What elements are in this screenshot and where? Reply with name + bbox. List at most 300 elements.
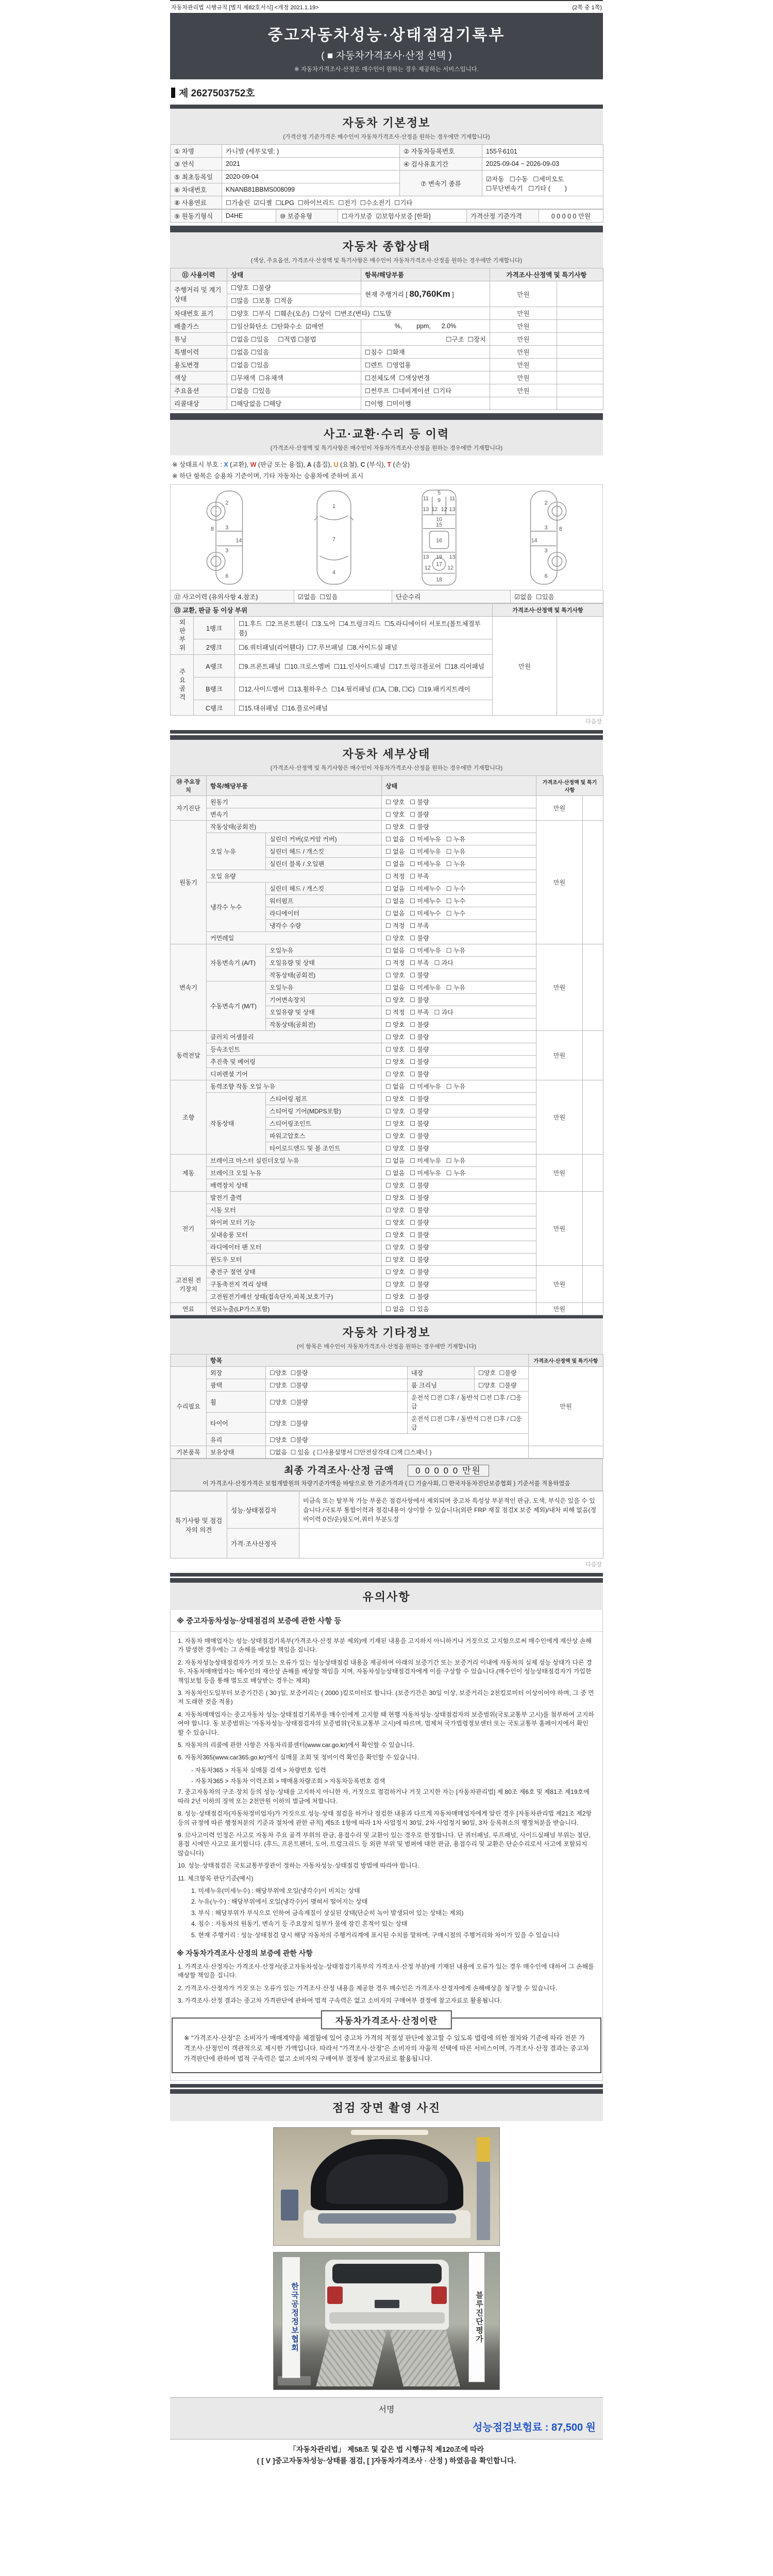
photos-area (170, 2127, 603, 2390)
section-detail-title: 자동차 세부상태 (342, 748, 431, 760)
row-item: 스티어링 기어(MDPS포함) (266, 1105, 382, 1117)
row-item: 배력장치 상태 (207, 1179, 382, 1192)
room-cleaning-checkbox-group[interactable]: ☐양호 ☐불량 (475, 1379, 529, 1392)
caution-subitem: 1. 미세누유(미세누수) : 해당부위에 오일(냉각수)이 비치는 상태 (191, 1887, 360, 1894)
row-item: 라디에이터 팬 모터 (207, 1241, 382, 1253)
next-page-marker: 다음장 (585, 1562, 602, 1568)
svg-text:1: 1 (332, 503, 335, 510)
simple-repair-checkbox-group[interactable]: ☑없음 ☐있음 (511, 590, 603, 603)
vin-label: ⑥ 차대번호 (171, 183, 222, 196)
caution-item: 7. 중고자동차의 구조·장치 등의 성능·상태를 고지하지 아니한 자, 거짓으로 점검하거나 거짓 고지한 자는 [자동차관리법] 제 80조 제6호 및 제81조 제19호에 따라 2년 이하의 징역 또는 2천만원 이하의 벌금에 처합니다. (178, 1788, 590, 1805)
price-caution-item: 1. 가격조사·산정자는 가격조사·산정서(중고자동차성능·상태점검기록부의 가격조사·산정 부분)에 기재된 내용에 오류가 있는 경우 매수인에 대하여 그 손해를 배상할 책임을 집니다. (178, 1962, 594, 1979)
rank1-checkbox-group[interactable]: ☐1.후드 ☐2.프론트휀더 ☐3.도어 ☐4.트렁크리드 ☐5.라디에이터 서포트(볼트체결부품) (235, 617, 493, 639)
row-status-checkbox-group[interactable]: ☐ 적정 ☐ 부족 (382, 870, 536, 883)
row-status-checkbox-group[interactable]: ☐ 없음 ☐ 미세누유 ☐ 누유 (382, 845, 536, 858)
row-status-checkbox-group[interactable]: ☐ 양호 ☐ 불량 (382, 1229, 536, 1241)
base-price-value: 0 0 0 0 0 만원 (539, 210, 603, 223)
ceiling-light (351, 2130, 428, 2135)
main-frame-group-label: 주요골격 (171, 655, 194, 716)
row-item: 작동상태(공회전) (266, 1019, 382, 1031)
rankC-checkbox-group[interactable]: ☐15.대쉬패널 ☐16.플로어패널 (235, 700, 493, 716)
row-status-checkbox-group[interactable]: ☐ 양호 ☐ 불량 (382, 1266, 536, 1278)
row-item: 브레이크 오일 누유 (207, 1167, 382, 1179)
svg-text:12: 12 (431, 506, 438, 513)
row-status-checkbox-group[interactable]: ☐ 양호 ☐ 불량 (382, 1192, 536, 1204)
caution-subitem: - 자동차365 > 자동차 이력조회 > 매매용차량조회 > 자동차등록번호 검색 (191, 1777, 385, 1785)
engine-type-label: ⑨ 원동기형식 (171, 210, 222, 223)
subgroup-at: 자동변속기 (A/T) (207, 944, 266, 981)
svg-text:2: 2 (225, 500, 229, 506)
row-item: 실린더 헤드 / 개스킷 (266, 883, 382, 895)
section-basic-title: 자동차 기본정보 (342, 116, 431, 129)
usage-change-kind-checkbox-group[interactable]: ☐렌트 ☐영업용 (361, 359, 490, 371)
row-status-checkbox-group[interactable]: ☐ 양호 ☐ 불량 (382, 1142, 536, 1155)
svg-text:6: 6 (544, 573, 548, 579)
vin-value: KNANB81BBMS008099 (222, 183, 400, 196)
odometer-cell: 현재 주행거리 [ 80,760Km ] (361, 281, 490, 307)
section-detail-state (170, 737, 603, 775)
row-status-checkbox-group[interactable]: ☐ 양호 ☐ 불량 (382, 1093, 536, 1105)
wheel-checkbox-group[interactable]: ☐양호 ☐불량 (266, 1392, 408, 1413)
row-item: 추진축 및 베어링 (207, 1056, 382, 1068)
svg-text:5: 5 (438, 489, 441, 496)
row-item: 스티어링조인트 (266, 1117, 382, 1130)
code-a: A (307, 461, 312, 468)
row-item: 윈도우 모터 (207, 1253, 382, 1266)
row-status-checkbox-group[interactable]: ☐ 없음 ☐ 있음 (382, 1303, 536, 1315)
windshield (318, 2213, 456, 2224)
first-reg-value: 2020-09-04 (222, 171, 400, 183)
accident-history-checkbox-group[interactable]: ☑없음 ☐있음 (294, 590, 392, 603)
section-etc-title: 자동차 기타정보 (342, 1326, 431, 1339)
row-status-checkbox-group[interactable]: ☐ 양호 ☐ 불량 (382, 1056, 536, 1068)
section-overall-note: (색상, 주요옵션, 가격조사·산정액 및 특기사항은 매수인이 자동차가격조사·산정을 원하는 경우에만 기재합니다) (250, 258, 523, 264)
warranty-type-label: ⑩ 보증유형 (276, 210, 338, 223)
overall-state-table: ⑪ 사용이력 상태 항목/해당부품 가격조사·산정액 및 특기사항 주행거리 및 계기상태 ☐양호 ☐불량 현재 주행거리 [ 80,760Km ] 만원 ☐많음 ☐보통 ☐적음 차대번호 표기 ☐양호 ☐부식 ☐훼손(오손) ☐상이 ☐변조(변타) ☐도말 만원 배출가스 ☐일산화탄소 ☐탄화수소 ☑매연 %, ppm, 2.0% 만원 튜닝 ☐없음 ☐있음 ☐적법 ☐불법 ☐구조 ☐장치 만원 특별이력 ☐없음 ☐있음 ☐침수 ☐화재 만원 용도변경 ☐없음 ☐있음 ☐렌트 ☐영업용 만원 색상 ☐무채색 ☐유채색 ☐전체도색 ☐색상변경 만원 주요옵션 ☐없음 ☐있음 ☐썬루프 ☐네비게이션 ☐기타 만원 리콜대상 ☐해당없음 ☐해당 ☐이행 ☐미이행 (170, 268, 603, 410)
row-status-checkbox-group[interactable]: ☐ 없음 ☐ 미세누유 ☐ 누유 (382, 944, 536, 957)
exchange-panel-table (170, 603, 603, 716)
row-item: 원동기 (207, 796, 382, 808)
rear-bumper (329, 2312, 445, 2324)
row-status-checkbox-group[interactable]: ☐ 적정 ☐ 부족 (382, 920, 536, 932)
svg-text:19: 19 (436, 553, 443, 560)
document-number: 제 2627503752호 (170, 79, 603, 106)
state-code-note: ※ 하단 항목은 승용차 기준이며, 기타 자동차는 승용차에 준하여 표시 (172, 472, 364, 480)
row-item: 오일 유량 (207, 870, 382, 883)
svg-text:9: 9 (438, 497, 441, 503)
confirmation-statement: 「자동차관리법」 제58조 및 같은 법 시행규칙 제120조에 따라 ( [ V ]중고자동차성능·상태를 점검, [ ]자동차가격조사 · 산정 ) 하였음을 확인합니다. (257, 2445, 516, 2465)
year-label: ③ 연식 (171, 158, 222, 171)
row-item: 워터펌프 (266, 895, 382, 907)
interior-label: 내장 (408, 1367, 475, 1379)
svg-text:14: 14 (236, 537, 242, 544)
row-status-checkbox-group[interactable]: ☐ 없음 ☐ 미세누유 ☐ 누유 (382, 1155, 536, 1167)
svg-text:12: 12 (441, 506, 447, 513)
col-etc-price: 가격조사·산정액 및 특기사항 (529, 1354, 603, 1367)
photo-timestamp (278, 2376, 311, 2385)
row-item: 구동축전지 격리 상태 (207, 1278, 382, 1291)
section-divider (170, 1573, 603, 1577)
caution-subtitle: ※ 중고자동차성능·상태점검의 보증에 관한 사항 등 (171, 1610, 602, 1632)
row-status-checkbox-group[interactable]: ☐ 양호 ☐ 불량 (382, 1068, 536, 1080)
caution-item: 2. 자동차성능상태점검자가 거짓 또는 오류가 있는 성능상태점검 내용을 제공하여 아래의 보증기간 또는 보증거리 이내에 자동차의 실제 성능 상태가 다른 경우, 자동차매매업자는 매수인의 재산상 손해를 배상할 책임을 지며, 자동차성능상태점검자에게 이를 구상할 수 있습니다.(매수인이 성능상태점검자가 가입한 책임보험 등을 통해 별도로 배상받는 경우는 제외) (178, 1658, 592, 1684)
color-label: 색상 (171, 371, 227, 384)
form-reference-line (170, 0, 603, 13)
car-diagram-top (300, 487, 367, 588)
year-value: 2021 (222, 158, 400, 171)
row-item: 등속조인트 (207, 1043, 382, 1056)
col-part: 항목/해당부품 (361, 268, 490, 281)
row-status-checkbox-group[interactable]: ☐ 양호 ☐ 불량 (382, 932, 536, 944)
final-price-band (170, 1459, 603, 1491)
inspection-valid-label: ④ 검사유효기간 (400, 158, 482, 171)
final-price-label: 최종 가격조사·산정 금액 (284, 1465, 394, 1476)
row-item: 스티어링 펌프 (266, 1093, 382, 1105)
tuning-checkbox-group[interactable]: ☐없음 ☐있음 ☐적법 ☐불법 (227, 333, 361, 346)
main-option-label: 주요옵션 (171, 384, 227, 397)
svg-text:15: 15 (436, 521, 443, 528)
row-item: 충전구 절연 상태 (207, 1266, 382, 1278)
row-item: 동력조향 작동 오일 누유 (207, 1080, 382, 1093)
caution-item: 8. 성능·상태점검자(자동차정비업자)가 거짓으로 성능·상태 점검을 하거나 점검한 내용과 다르게 자동차매매업자에게 알린 경우 [자동차관리법 제21조 제2항 등의 규정에 따른 행정처분의 기준과 절차에 관한 규칙] 제5조 1항에 따라 1차 사업정지 30일, 2차 사업정지 90일, 3차 등록취소의 행정처분을 받습니다. (178, 1810, 592, 1826)
section-detail-note: (가격조사·산정액 및 특기사항은 매수인이 자동차가격조사·산정을 원하는 경우에만 기재합니다) (270, 765, 503, 771)
price-survey-option: ( ■ 자동차가격조사·산정 선택 ) (321, 50, 452, 61)
group-high-voltage: 고전원 전기장치 (171, 1266, 207, 1303)
group-fuel: 연료 (171, 1303, 207, 1315)
row-status-checkbox-group[interactable]: ☐ 적정 ☐ 부족 ☐ 과다 (382, 1006, 536, 1019)
inspection-photo-hood-open (273, 2127, 500, 2246)
caution-item: 3. 자동차인도일부터 보증기간은 ( 30 )일, 보증거리는 ( 2000 )킬로미터로 합니다. (보증기간은 30일 이상, 보증거리는 2천킬로미터 이상이어야 하며, 그 중 먼저 도래한 것을 적용) (178, 1689, 594, 1706)
col-main-device: ⑭ 주요장치 (171, 776, 207, 796)
state-code-legend: ※ 상태표시 부호 : X (교환), W (판금 또는 용접), A (흠집), U (요철), C (부식), T (손상) (172, 461, 410, 468)
row-item: 클러치 어셈블리 (207, 1031, 382, 1043)
rank1-label: 1랭크 (194, 617, 235, 639)
exterior-checkbox-group[interactable]: ☐양호 ☐불량 (266, 1367, 408, 1379)
detail-state-table: ⑭ 주요장치 항목/해당부품 상태 가격조사·산정액 및 특기사항 자기진단 원동기 ☐ 양호 ☐ 불량 만원 변속기 ☐ 양호 ☐ 불량 원동기 작동상태(공회전) ☐ 양호 ☐ 불량 만원 오일 누유 실린더 커버(로커암 커버) ☐ 없음 ☐ 미세누유 ☐ 누유 실린더 헤드 / 개스킷 ☐ 없음 ☐ 미세누유 ☐ 누유 실린더 블록 / 오일팬 ☐ 없음 ☐ 미세누유 ☐ 누유 오일 유량 ☐ 적정 ☐ 부족 냉각수 누수 실린더 헤드 / 개스킷 ☐ 없음 ☐ 미세누수 ☐ 누수 워터펌프 ☐ 없음 ☐ 미세누수 ☐ 누수 라디에이터 ☐ 없음 ☐ 미세누수 ☐ 누수 냉각수 수량 ☐ 적정 ☐ 부족 커먼레일 ☐ 양호 ☐ 불량 변속기 자동변속기 (A/T) 오일누유 ☐ 없음 ☐ 미세누유 ☐ 누유 만원 오일유량 및 상태 ☐ 적정 ☐ 부족 ☐ 과다 작동상태(공회전) ☐ 양호 ☐ 불량 수동변속기 (M/T) 오일누유 ☐ 없음 ☐ 미세누유 ☐ 누유 기어변속장치 ☐ 양호 ☐ 불량 오일유량 및 상태 ☐ 적정 ☐ 부족 ☐ 과다 작동상태(공회전) ☐ 양호 ☐ 불량 동력전달 클러치 어셈블리 ☐ 양호 ☐ 불량 만원 등속조인트 ☐ 양호 ☐ 불량 추진축 및 베어링 ☐ 양호 ☐ 불량 디퍼렌셜 기어 ☐ 양호 ☐ 불량 조향 동력조향 작동 오일 누유 ☐ 없음 ☐ 미세누유 ☐ 누유 만원 작동상태 스티어링 펌프 ☐ 양호 ☐ 불량 스티어링 기어(MDPS포함) ☐ 양호 ☐ 불량 스티어링조인트 ☐ 양호 ☐ 불량 파워고압호스 ☐ 양호 ☐ 불량 타이로드엔드 및 볼 조인트 ☐ 양호 ☐ 불량 제동 브레이크 마스터 실린더오일 누유 ☐ 없음 ☐ 미세누유 ☐ 누유 만원 브레이크 오일 누유 ☐ 없음 ☐ 미세누유 ☐ 누유 배력장치 상태 ☐ 양호 ☐ 불량 전기 발전기 출력 ☐ 양호 ☐ 불량 만원 시동 모터 ☐ 양호 ☐ 불량 와이퍼 모터 기능 ☐ 양호 ☐ 불량 실내송풍 모터 ☐ 양호 ☐ 불량 라디에이터 팬 모터 ☐ 양호 ☐ 불량 윈도우 모터 ☐ 양호 ☐ 불량 고전원 전기장치 충전구 절연 상태 ☐ 양호 ☐ 불량 만원 구동축전지 격리 상태 ☐ 양호 ☐ 불량 고전원전기배선 상태(접속단자,피복,보호기구) ☐ 양호 ☐ 불량 연료 연료누출(LP가스포함) ☐ 없음 ☐ 있음 만원 (170, 775, 603, 1315)
price-caution-head: ※ 자동차가격조사·산정의 보증에 관한 사항 (177, 1948, 313, 1957)
row-item: 와이퍼 모터 기능 (207, 1216, 382, 1229)
row-status-checkbox-group[interactable]: ☐ 양호 ☐ 불량 (382, 1043, 536, 1056)
fuel-checkbox-group[interactable]: ☐가솔린 ☑디젤 ☐LPG ☐하이브리드 ☐전기 ☐수소전기 ☐기타 (222, 196, 603, 209)
row-item: 실린더 헤드 / 개스킷 (266, 845, 382, 858)
mileage-amount-checkbox-group[interactable]: ☐많음 ☐보통 ☐적음 (227, 294, 361, 307)
row-status-checkbox-group[interactable]: ☐ 없음 ☐ 미세누유 ☐ 누유 (382, 833, 536, 845)
price-survey-definition-title: 자동차가격조사·산정이란 (321, 2010, 452, 2029)
col-state: 상태 (227, 268, 361, 281)
caution-item: 1. 자동차 매매업자는 성능·상태점검기록부(가격조사·산정 부분 제외)에 기재된 내용을 고지하지 아니하거나 거짓으로 고지함으로써 매수인에게 재산상 손해가 발생한 경우에는 그 손해를 배상할 책임을 집니다. (178, 1637, 592, 1654)
caution-item: 9. ⑫사고이력 인정은 사고로 자동차 주요 골격 부위의 판금, 용접수리 및 교환이 있는 경우로 한정합니다. 단 쿼터패널, 루프패널, 사이드실패널 부위는 절단, 용접 시에만 사고로 표기합니다. (후드, 프론트펜더, 도어, 트렁크리드 등 외판 부위 및 범퍼에 대한 판금, 용접수리 및 교환은 단순수리로서 사고에 포함되지 않습니다) (178, 1832, 591, 1857)
wheel-label: 휠 (207, 1392, 266, 1413)
group-selfdiag: 자기진단 (171, 796, 207, 821)
svg-text:18: 18 (436, 577, 443, 583)
mileage-label: 주행거리 및 계기상태 (171, 281, 227, 307)
section-etc-info (170, 1315, 603, 1354)
color-kind-checkbox-group[interactable]: ☐전체도색 ☐색상변경 (361, 371, 490, 384)
row-status-checkbox-group[interactable]: ☐ 없음 ☐ 미세누유 ☐ 누유 (382, 858, 536, 870)
hood-insulation-pad (326, 2155, 448, 2204)
row-item: 커먼레일 (207, 932, 382, 944)
section-accident-note: (가격조사·산정액 및 특기사항은 매수인이 자동차가격조사·산정을 원하는 경우에만 기재합니다) (270, 445, 503, 451)
inspection-valid-value: 2025-09-04 ~ 2026-09-03 (482, 158, 603, 171)
row-status-checkbox-group[interactable]: ☐ 양호 ☐ 불량 (382, 1019, 536, 1031)
warranty-checkbox-group[interactable]: ☐자가보증 ☑보험사보증 [한화] (338, 210, 467, 223)
col-etc-item: 항목 (207, 1354, 529, 1367)
caution-body (170, 1610, 603, 2081)
car-diagram-left-side (195, 487, 262, 588)
row-item: 실린더 블록 / 오일팬 (266, 858, 382, 870)
section-divider (170, 730, 603, 734)
section-accident-history (170, 417, 603, 455)
row-status-checkbox-group[interactable]: ☐ 없음 ☐ 미세누수 ☐ 누수 (382, 883, 536, 895)
row-item: 연료누출(LP가스포함) (207, 1303, 382, 1315)
row-status-checkbox-group[interactable]: ☐ 양호 ☐ 불량 (382, 1291, 536, 1303)
row-status-checkbox-group[interactable]: ☐ 양호 ☐ 불량 (382, 796, 536, 808)
main-option-kind-checkbox-group[interactable]: ☐썬루프 ☐네비게이션 ☐기타 (361, 384, 490, 397)
recall-done-checkbox-group[interactable]: ☐이행 ☐미이행 (361, 397, 490, 410)
svg-text:13: 13 (449, 553, 456, 560)
caution-item: 10. 성능·상태점검은 국토교통부장관이 정하는 자동차성능·상태점검 방법에 따라야 합니다. (178, 1862, 419, 1870)
section-overall-state (170, 229, 603, 268)
recall-checkbox-group[interactable]: ☐해당없음 ☐해당 (227, 397, 361, 410)
svg-text:3: 3 (225, 547, 229, 554)
row-status-checkbox-group[interactable]: ☐ 양호 ☐ 불량 (382, 1179, 536, 1192)
etc-info-table: 항목 가격조사·산정액 및 특기사항 수리필요 외장 ☐양호 ☐불량 내장 ☐양호 ☐불량 만원 광택 ☐양호 ☐불량 룸 크리닝 ☐양호 ☐불량 휠 ☐양호 ☐불량 운전석 ☐전 ☐후 / 동반석 ☐전 ☐후 / ☐응급 타이어 ☐양호 ☐불량 운전석 ☐전 ☐후 / 동반석 ☐전 ☐후 / ☐응급 유리 ☐양호 ☐불량 기본품목 보유상태 ☐없음 ☐ 있음 ( ☐사용설명서 ☐안전삼각대 ☐잭 ☐스패너 ) (170, 1354, 603, 1459)
inspector-opinion-table (170, 1491, 603, 1558)
code-c: C (360, 461, 365, 468)
row-item: 발전기 출력 (207, 1192, 382, 1204)
kit-checkbox-group[interactable]: ☐없음 ☐ 있음 ( ☐사용설명서 ☐안전삼각대 ☐잭 ☐스패너 ) (266, 1446, 529, 1459)
row-item: 실내송풍 모터 (207, 1229, 382, 1241)
inspector-label: 성능·상태점검자 (227, 1492, 299, 1529)
col-item-part: 항목/해당부품 (207, 776, 382, 796)
row-status-checkbox-group[interactable]: ☐ 양호 ☐ 불량 (382, 969, 536, 981)
tire-checkbox-group[interactable]: ☐양호 ☐불량 (266, 1413, 408, 1434)
appraiser-opinion-text (299, 1529, 603, 1558)
row-item: 디퍼렌셜 기어 (207, 1068, 382, 1080)
caution-items (171, 1632, 602, 1946)
title-band (170, 13, 603, 79)
row-status-checkbox-group[interactable]: ☐ 없음 ☐ 미세누유 ☐ 누유 (382, 1080, 536, 1093)
polish-checkbox-group[interactable]: ☐양호 ☐불량 (266, 1379, 408, 1392)
row-item: 타이로드엔드 및 볼 조인트 (266, 1142, 382, 1155)
svg-text:11: 11 (423, 495, 429, 502)
mileage-gauge-checkbox-group[interactable]: ☐양호 ☐불량 (227, 281, 361, 294)
subgroup-mt: 수동변속기 (M/T) (207, 981, 266, 1031)
group-transmission: 변속기 (171, 944, 207, 1031)
license-plate (375, 2300, 399, 2308)
engine-type-value: D4HE (222, 210, 276, 223)
svg-text:13: 13 (423, 553, 429, 560)
col-price: 가격조사·산정액 및 특기사항 (490, 268, 603, 281)
row-status-checkbox-group[interactable]: ☐ 없음 ☐ 미세누유 ☐ 누유 (382, 1167, 536, 1179)
polish-label: 광택 (207, 1379, 266, 1392)
price-caution-items (171, 1962, 602, 2015)
car-damage-diagrams (170, 484, 603, 590)
row-status-checkbox-group[interactable]: ☐ 양호 ☐ 불량 (382, 1117, 536, 1130)
fuel-label: ⑧ 사용연료 (171, 196, 222, 209)
row-status-checkbox-group[interactable]: ☐ 없음 ☐ 미세누수 ☐ 누수 (382, 907, 536, 920)
inspection-photo-rear-lift (273, 2252, 500, 2390)
transmission-checkbox-group[interactable]: ☑자동 ☐수동 ☐세미오토 ☐무단변속기 ☐기타 ( ) (482, 171, 603, 196)
caution-item: 4. 자동차매매업자는 중고자동차 성능·상태점검기록부를 매수인에게 고지할 때 현행 자동차성능·상태점검자의 보증범위(국토교통부 고시)를 첨부하여 고지하여야 합니다. 동 보증범위는 '자동차성능·상태점검자의 보증범위'(국토교통부 고시)에 따르며, 법제처 국가법령정보센터 또는 국토교통부 홈페이지에서 확인할 수 있습니다. (178, 1710, 594, 1736)
wheel-position-checkbox-group[interactable]: 운전석 ☐전 ☐후 / 동반석 ☐전 ☐후 / ☐응급 (408, 1392, 529, 1413)
form-reference: 자동차관리법 시행규칙 [별지 제82호서식] <개정 2021.1.19> (171, 5, 319, 11)
row-status-checkbox-group[interactable]: ☐ 양호 ☐ 불량 (382, 994, 536, 1006)
svg-text:12: 12 (447, 565, 454, 571)
code-t: T (387, 461, 392, 468)
final-price-value: 0 0 0 0 0 만원 (408, 1465, 489, 1477)
svg-text:13: 13 (423, 506, 429, 513)
row-item: 고전원전기배선 상태(접속단자,피복,보호기구) (207, 1291, 382, 1303)
caution-title: 유의사항 (362, 1590, 411, 1603)
row-status-checkbox-group[interactable]: ☐ 양호 ☐ 불량 (382, 1253, 536, 1266)
tuning-kind-checkbox-group[interactable]: ☐구조 ☐장치 (361, 333, 490, 346)
caution-item: 11. 체크항목 판단기준(예시) (178, 1874, 254, 1882)
rankB-checkbox-group[interactable]: ☐12.사이드멤버 ☐13.휠하우스 ☐14.필러패널 (☐A, ☐B, ☐C) ☐19.패키지트레이 (235, 677, 493, 700)
banner-left: 한국공정정보협회 (282, 2257, 300, 2378)
caution-subitem: 5. 현재 주행거리 : 성능·상태점검 당시 해당 자동차의 주행거리계에 표시된 수치를 말하며, 구매시점의 주행거리와 차이가 있을 수 있습니다 (191, 1931, 560, 1939)
caution-item: 5. 자동차의 리콜에 관한 사항은 자동차리콜센터(www.car.go.kr)에서 확인할 수 있습니다. (178, 1741, 414, 1749)
section-overall-title: 자동차 종합상태 (342, 240, 431, 253)
row-item: 시동 모터 (207, 1204, 382, 1216)
workshop-cabinet (281, 2190, 298, 2221)
page-title: 중고자동차성능·상태점검기록부 (267, 27, 506, 44)
group-powertrain: 동력전달 (171, 1031, 207, 1080)
appraiser-label: 가격·조사산정자 (227, 1529, 299, 1558)
rank2-checkbox-group[interactable]: ☐6.쿼터패널(리어휀다) ☐7.루브패널 ☐8.사이드실 패널 (235, 639, 493, 655)
transmission-label: ⑦ 변속기 종류 (400, 171, 482, 196)
page-number: (2쪽 중 1쪽) (572, 5, 602, 11)
row-status-checkbox-group[interactable]: ☐ 없음 ☐ 미세누수 ☐ 누수 (382, 895, 536, 907)
row-item: 실린더 커버(로커암 커버) (266, 833, 382, 845)
row-item: 파워고압호스 (266, 1130, 382, 1142)
svg-text:8: 8 (211, 526, 214, 532)
final-price-note: 이 가격조사·산정가격은 보험개발원의 차량기준가액을 바탕으로 한 기준가격과 ( ☐ 기술사회, ☐ 한국자동차진단보증협회 ) 기준서를 적용하였음 (203, 1481, 570, 1487)
section-basic-info (170, 106, 603, 144)
special-history-label: 특별이력 (171, 346, 227, 359)
tire-position-checkbox-group[interactable]: 운전석 ☐전 ☐후 / 동반석 ☐전 ☐후 / ☐응급 (408, 1413, 529, 1434)
vin-mark-checkbox-group[interactable]: ☐양호 ☐부식 ☐훼손(오손) ☐상이 ☐변조(변타) ☐도말 (227, 307, 490, 320)
section-etc-note: (이 항목은 매수인이 자동차가격조사·산정을 원하는 경우에만 기재합니다) (296, 1344, 477, 1350)
interior-checkbox-group[interactable]: ☐양호 ☐불량 (475, 1367, 529, 1379)
col-detail-price: 가격조사·산정액 및 특기사항 (536, 776, 603, 796)
odometer-value: 80,760Km (409, 289, 450, 299)
row-status-checkbox-group[interactable]: ☐ 양호 ☐ 불량 (382, 821, 536, 833)
rankC-label: C랭크 (194, 700, 235, 716)
lift-post-cap (477, 2137, 490, 2162)
row-status-checkbox-group[interactable]: ☐ 양호 ☐ 불량 (382, 1204, 536, 1216)
svg-text:11: 11 (449, 495, 456, 502)
reg-no-value: 155우6101 (482, 145, 603, 158)
basic-info-table-b (170, 209, 603, 223)
base-price-label: 가격산정 기준가격 (467, 210, 539, 223)
caution-item: 6. 자동차365(www.car365.go.kr)에서 실매물 조회 및 정비이력 확인을 확인할 수 있습니다. (178, 1754, 419, 1761)
car-diagram-underbody (406, 487, 473, 588)
signature-label: 서명 (378, 2405, 395, 2414)
signature-band (170, 2397, 603, 2439)
svg-text:17: 17 (436, 561, 443, 567)
svg-text:8: 8 (559, 526, 562, 532)
row-status-checkbox-group[interactable]: ☐ 양호 ☐ 불량 (382, 1031, 536, 1043)
row-item: 변속기 (207, 808, 382, 821)
emission-checkbox-group[interactable]: ☐일산화탄소 ☐탄화수소 ☑매연 (227, 320, 361, 333)
taillight-left (327, 2286, 343, 2304)
opinion-group-label: 특기사항 및 점검자의 의견 (171, 1492, 227, 1558)
accident-history-label: ⑫ 사고이력 (유의사항 4.참조) (171, 590, 294, 603)
performance-insurance-fee: 성능점검보험료 : 87,500 원 (472, 2421, 596, 2433)
subgroup-oil-leak: 오일 누유 (207, 833, 266, 870)
row-status-checkbox-group[interactable]: ☐ 양호 ☐ 불량 (382, 808, 536, 821)
recall-label: 리콜대상 (171, 397, 227, 410)
group-engine: 원동기 (171, 821, 207, 944)
row-status-checkbox-group[interactable]: ☐ 양호 ☐ 불량 (382, 1130, 536, 1142)
row-status-checkbox-group[interactable]: ☐ 없음 ☐ 미세누유 ☐ 누유 (382, 981, 536, 994)
inspector-opinion-text: 비금속 또는 탈부착 가능 부품은 점검사항에서 제외되며 중고차 특성상 부분적인 판금, 도색, 부식은 있을 수 있습니다./국토부 통합이력과 점검내용이 상이할 수 있습니다(외판 FRP 재질 점검X 보증 제외)/내차 피해 없음(정비이력 0건/운)뒷도어,쿼터 부분도장 (299, 1492, 603, 1529)
taillight-right (431, 2286, 447, 2304)
row-status-checkbox-group[interactable]: ☐ 적정 ☐ 부족 ☐ 과다 (382, 957, 536, 969)
section-divider (170, 2084, 603, 2088)
group-steering: 조향 (171, 1080, 207, 1155)
tire-label: 타이어 (207, 1413, 266, 1434)
glass-label: 유리 (207, 1434, 266, 1446)
usage-change-checkbox-group[interactable]: ☐없음 ☐있음 (227, 359, 361, 371)
glass-checkbox-group[interactable]: ☐양호 ☐불량 (266, 1434, 529, 1446)
code-x: X (224, 461, 228, 468)
rankB-label: B랭크 (194, 677, 235, 700)
row-status-checkbox-group[interactable]: ☐ 양호 ☐ 불량 (382, 1105, 536, 1117)
color-checkbox-group[interactable]: ☐무채색 ☐유채색 (227, 371, 361, 384)
exchange-price: 만원 (493, 617, 557, 716)
simple-repair-label: 단순수리 (392, 590, 511, 603)
svg-text:2: 2 (544, 500, 548, 506)
car-name-value: 카니발 (세부모델: ) (222, 145, 400, 158)
caution-subitem: - 자동차365 > 자동차 실매물 검색 > 차량번호 입력 (191, 1766, 326, 1774)
svg-text:12: 12 (425, 565, 431, 571)
svg-text:10: 10 (436, 516, 443, 523)
caution-subitem: 4. 침수 : 자동차의 원동기, 변속기 등 주요장치 일부가 물에 잠긴 흔적이 있는 상태 (191, 1920, 408, 1928)
record-sheet (170, 0, 603, 2468)
special-history-checkbox-group[interactable]: ☐없음 ☐있음 (227, 346, 361, 359)
row-status-checkbox-group[interactable]: ☐ 양호 ☐ 불량 (382, 1216, 536, 1229)
main-option-checkbox-group[interactable]: ☐없음 ☐있음 (227, 384, 361, 397)
row-status-checkbox-group[interactable]: ☐ 양호 ☐ 불량 (382, 1278, 536, 1291)
row-item: 라디에이터 (266, 907, 382, 920)
group-electric: 전기 (171, 1192, 207, 1266)
car-name-label: ① 차명 (171, 145, 222, 158)
car-diagram-right-side (511, 487, 578, 588)
rankA-checkbox-group[interactable]: ☐9.프론트패널 ☐10.크로스멤버 ☐11.인사이드패널 ☐17.트렁크플로어 ☐18.리어패널 (235, 655, 493, 677)
row-item: 작동상태(공회전) (207, 821, 382, 833)
group-repair-needed: 수리필요 (171, 1367, 207, 1446)
banner-right: 블루진단평가 (468, 2252, 485, 2382)
mileage-price-note (557, 281, 603, 307)
section-basic-note: (가격산정 기준가격은 매수인이 자동차가격조사·산정을 원하는 경우에만 기재합니다) (283, 134, 490, 140)
code-w: W (250, 461, 257, 468)
row-item: 오일누유 (266, 944, 382, 957)
row-item: 오일누유 (266, 981, 382, 994)
svg-text:3: 3 (544, 547, 548, 554)
mileage-price: 만원 (490, 281, 557, 307)
special-history-kind-checkbox-group[interactable]: ☐침수 ☐화재 (361, 346, 490, 359)
vin-mark-label: 차대번호 표기 (171, 307, 227, 320)
room-cleaning-label: 룸 크리닝 (408, 1379, 475, 1392)
photos-title: 점검 장면 촬영 사진 (332, 2101, 441, 2114)
emission-label: 배출가스 (171, 320, 227, 333)
row-item: 브레이크 마스터 실린더오일 누유 (207, 1155, 382, 1167)
exchange-label: ⑬ 교환, 판금 등 이상 부위 (171, 604, 493, 617)
section-divider (170, 413, 603, 417)
row-status-checkbox-group[interactable]: ☐ 양호 ☐ 불량 (382, 1241, 536, 1253)
